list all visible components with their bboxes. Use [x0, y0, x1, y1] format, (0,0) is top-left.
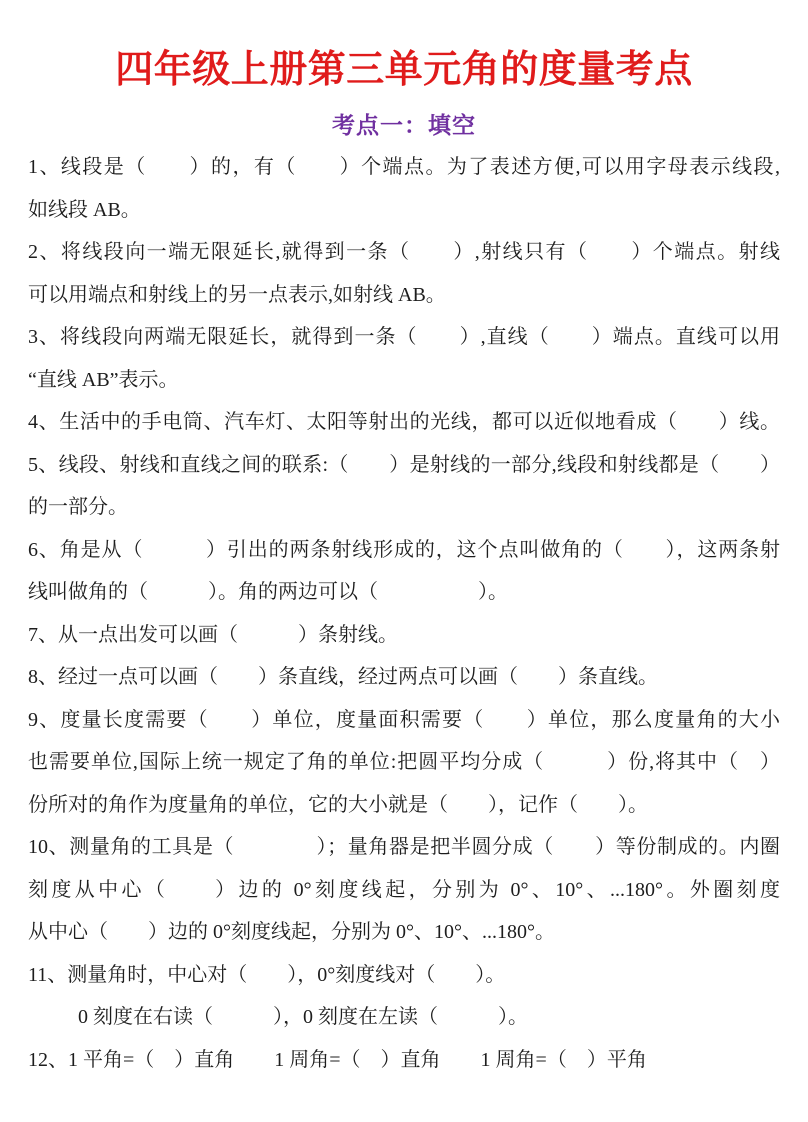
question-3 — [28, 316, 780, 401]
question-line: 线叫做角的（ ）。角的两边可以（ ）。 — [28, 581, 508, 603]
question-4 — [28, 401, 780, 444]
question-5 — [28, 444, 780, 529]
question-line: 的一部分。 — [28, 496, 128, 518]
question-line: 4、生活中的手电筒、汽车灯、太阳等射出的光线，都可以近似地看成（ ）线。 — [28, 411, 780, 433]
question-line: 1、线段是（ ）的，有（ ）个端点。为了表述方便,可以用字母表示线段, — [28, 156, 780, 178]
question-line: 10、测量角的工具是（ ）；量角器是把半圆分成（ ）等份制成的。内圈 — [28, 836, 780, 858]
question-line: 刻度从中心（ ）边的 0°刻度线起，分别为 0°、10°、...180°。外圈刻度 — [28, 878, 780, 901]
question-2 — [28, 231, 780, 316]
question-10 — [28, 826, 780, 954]
page-title: 四年级上册第三单元角的度量考点 — [115, 49, 693, 91]
question-7 — [28, 614, 780, 657]
question-9 — [28, 699, 780, 827]
question-line: “直线 AB”表示。 — [28, 368, 179, 391]
question-line: 也需要单位,国际上统一规定了角的单位:把圆平均分成（ ）份,将其中（ ） — [28, 751, 780, 773]
questions-list — [28, 146, 780, 1081]
question-line: 2、将线段向一端无限延长,就得到一条（ ）,射线只有（ ）个端点。射线 — [28, 241, 780, 263]
question-line: 6、角是从（ ）引出的两条射线形成的，这个点叫做角的（ ），这两条射 — [28, 538, 780, 561]
question-line: 12、1 平角=（ ）直角 1 周角=（ ）直角 1 周角=（ ）平角 — [28, 1048, 647, 1071]
question-1 — [28, 146, 780, 231]
question-11 — [28, 954, 780, 1039]
question-line: 3、将线段向两端无限延长，就得到一条（ ）,直线（ ）端点。直线可以用 — [28, 326, 780, 348]
section-heading: 考点一：填空 — [332, 112, 476, 138]
question-6 — [28, 529, 780, 614]
question-line: 9、度量长度需要（ ）单位，度量面积需要（ ）单位，那么度量角的大小 — [28, 708, 780, 731]
question-line: 8、经过一点可以画（ ）条直线，经过两点可以画（ ）条直线。 — [28, 666, 658, 688]
question-line: 如线段 AB。 — [28, 198, 141, 221]
question-line: 可以用端点和射线上的另一点表示,如射线 AB。 — [28, 283, 446, 306]
question-line: 份所对的角作为度量角的单位，它的大小就是（ ），记作（ ）。 — [28, 793, 648, 816]
question-12 — [28, 1039, 780, 1082]
question-line: 7、从一点出发可以画（ ）条射线。 — [28, 623, 398, 646]
question-line: 5、线段、射线和直线之间的联系:（ ）是射线的一部分,线段和射线都是（ ） — [28, 453, 780, 476]
question-line: 11、测量角时，中心对（ ），0°刻度线对（ ）。 — [28, 963, 506, 986]
question-line: 从中心（ ）边的 0°刻度线起，分别为 0°、10°、...180°。 — [28, 921, 555, 943]
question-8 — [28, 656, 780, 699]
worksheet-page — [0, 48, 808, 1122]
question-line: 0 刻度在右读（ ），0 刻度在左读（ ）。 — [78, 1006, 528, 1028]
